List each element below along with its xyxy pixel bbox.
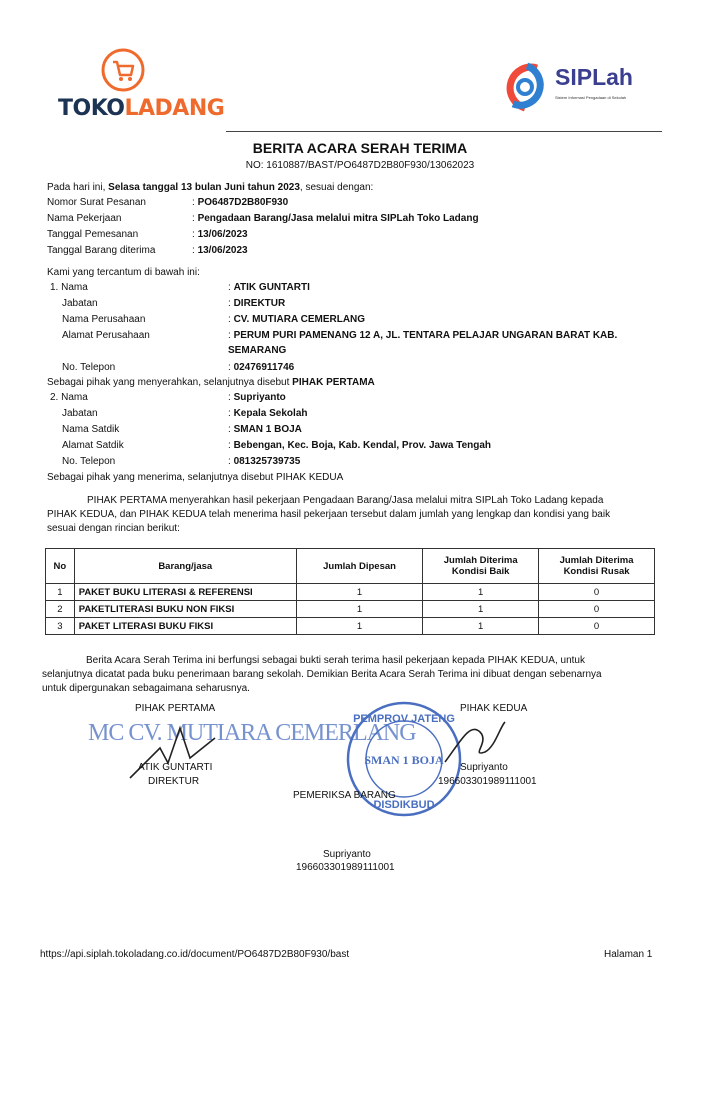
party1-label: 1. Nama [50,282,88,293]
order-value: : 13/06/2023 [192,245,248,256]
party1-value: : 02476911746 [228,362,295,373]
order-label: Nomor Surat Pesanan [47,197,146,208]
siplah-s-icon [497,58,553,116]
order-value: : 13/06/2023 [192,229,248,240]
party2-label: Nama Satdik [62,424,120,435]
pemeriksa-label: PEMERIKSA BARANG [293,790,396,801]
shopping-cart-icon [100,48,146,92]
parties-intro: Kami yang tercantum di bawah ini: [47,267,200,278]
party1-closing: Sebagai pihak yang menyerahkan, selanjutnya disebut PIHAK PERTAMA [47,377,375,388]
pihak-kedua-name: Supriyanto [460,762,508,773]
party1-value: : DIREKTUR [228,298,286,309]
party1-value: : PERUM PURI PAMENANG 12 A, JL. TENTARA PELAJAR UNGARAN BARAT KAB. [228,330,618,341]
pihak-kedua-label: PIHAK KEDUA [460,703,528,714]
col-header: No [46,549,75,584]
party1-value-cont: SEMARANG [228,345,287,356]
order-label: Tanggal Pemesanan [47,229,139,240]
pihak-pertama-title: DIREKTUR [148,776,200,787]
party2-value: : SMAN 1 BOJA [228,424,302,435]
siplah-logo [497,58,667,118]
intro-line: Pada hari ini, Selasa tanggal 13 bulan Juni tahun 2023, sesuai dengan: [47,182,374,193]
order-value: : Pengadaan Barang/Jasa melalui mitra SIPLah Toko Ladang [192,213,479,224]
school-stamp-center: SMAN 1 BOJA [364,753,444,767]
party2-label: Alamat Satdik [62,440,124,451]
table-row: 1 PAKET BUKU LITERASI & REFERENSI 1 1 0 [46,584,655,601]
school-stamp-top: PEMPROV JATENG [353,713,455,725]
pihak-pertama-name: ATIK GUNTARTI [138,762,213,773]
party2-value: : Supriyanto [228,392,286,403]
order-label: Nama Pekerjaan [47,213,122,224]
siplah-subtitle: Sistem Informasi Pengadaan di Sekolah [555,95,627,100]
party2-value: : Bebengan, Kec. Boja, Kab. Kendal, Prov. Jawa Tengah [228,440,492,451]
party1-label: Alamat Perusahaan [62,330,150,341]
document-number: NO: 1610887/BAST/PO6487D2B80F930/13062023 [245,160,475,171]
party2-closing: Sebagai pihak yang menerima, selanjutnya disebut PIHAK KEDUA [47,472,344,483]
table-header-row [46,549,655,584]
tokoladang-wordmark: TOKOLADANG [58,96,225,121]
table-row: 2 PAKETLITERASI BUKU NON FIKSI 1 1 0 [46,601,655,618]
closing-paragraph: Berita Acara Serah Terima ini berfungsi sebagai bukti serah terima hasil pekerjaan kepada PIHAK KEDUA, untuk selanjutnya dicatat pada buku penerimaan barang sekolah. Demikian Berita Acara Serah Terima ini dibuat dengan sebenarnya untuk dipergunakan sebagaimana seharusnya. [42,655,602,694]
party1-value: : ATIK GUNTARTI [228,282,310,293]
order-label: Tanggal Barang diterima [47,245,156,256]
party2-label: 2. Nama [50,392,88,403]
party1-label: No. Telepon [62,362,116,373]
order-value: : PO6487D2B80F930 [192,197,289,208]
party2-value: : 081325739735 [228,456,301,467]
party1-value: : CV. MUTIARA CEMERLANG [228,314,366,325]
school-stamp-bottom: DISDIKBUD [373,799,435,811]
party2-value: : Kepala Sekolah [228,408,308,419]
handover-paragraph: PIHAK PERTAMA menyerahkan hasil pekerjaan Pengadaan Barang/Jasa melalui mitra SIPLah Toko Ladang kepada PIHAK KEDUA, dan PIHAK KEDUA telah menerima hasil pekerjaan tersebut dalam jumlah yang lengkap dan kondisi yang baik sesuai dengan rincian berikut: [47,495,611,534]
footer-page: Halaman 1 [604,949,653,960]
col-header: Jumlah Dipesan [296,549,422,584]
document-title: BERITA ACARA SERAH TERIMA [252,140,468,156]
col-header: Jumlah Diterima Kondisi Baik [423,549,539,584]
pemeriksa-name: Supriyanto [323,849,371,860]
footer-url: https://api.siplah.tokoladang.co.id/document/PO6487D2B80F930/bast [40,949,350,960]
party1-label: Jabatan [62,298,98,309]
header-rule [226,131,662,132]
pihak-pertama-label: PIHAK PERTAMA [135,703,216,714]
table-row: 3 PAKET LITERASI BUKU FIKSI 1 1 0 [46,618,655,635]
col-header: Barang/jasa [74,549,296,584]
pihak-kedua-nip: 196603301989111001 [438,776,537,787]
col-header: Jumlah Diterima Kondisi Rusak [539,549,655,584]
company-stamp: MC CV. MUTIARA CEMERLANG [88,720,416,746]
party2-label: No. Telepon [62,456,116,467]
tokoladang-logo [58,48,225,126]
items-table [45,548,655,635]
pemeriksa-nip: 196603301989111001 [296,862,395,873]
party1-label: Nama Perusahaan [62,314,146,325]
party2-label: Jabatan [62,408,98,419]
siplah-wordmark: SIPLah [555,64,633,90]
